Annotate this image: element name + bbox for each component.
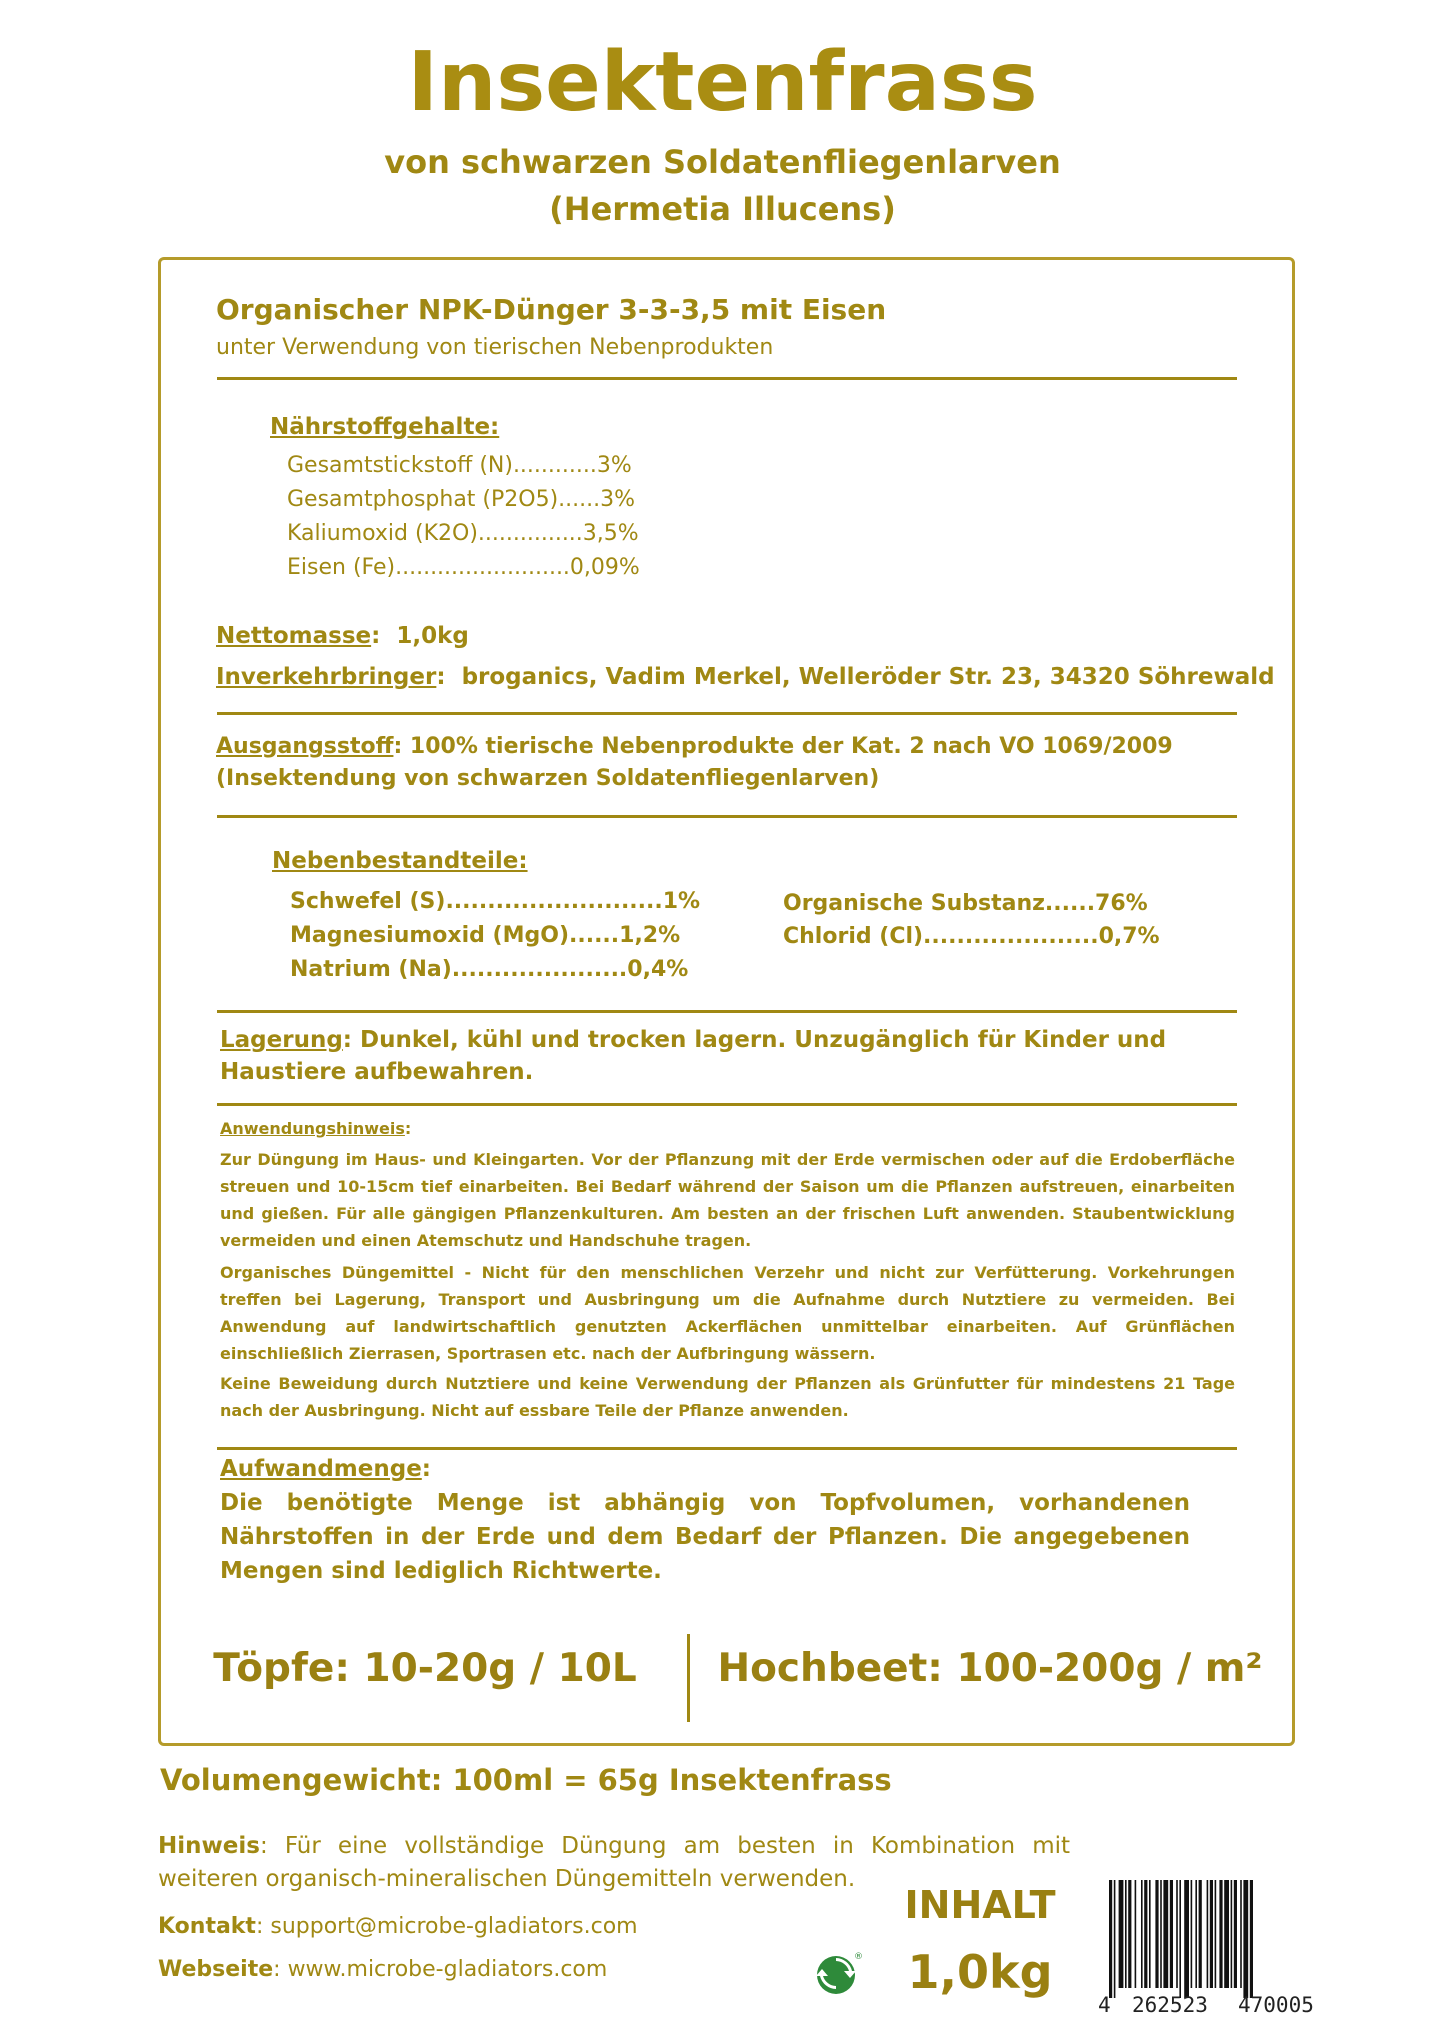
dosage-raised-bed: Hochbeet: 100-200g / m² — [717, 1646, 1263, 1691]
barcode-bar — [1224, 1880, 1229, 1988]
usage-paragraph-3: Keine Beweidung durch Nutztiere und keine Verwendung der Pflanzen als Grünfutter für mindestens 21 Tage nach der Ausbringung. Nicht auf essbare Teile der Pflanze anwenden. — [220, 1374, 1235, 1420]
secondary-magnesium: Magnesiumoxid (MgO)......1,2% — [290, 923, 681, 948]
secondary-chloride: Chlorid (Cl).....................0,7% — [783, 924, 1160, 949]
usage-paragraph-1: Zur Düngung im Haus- und Kleingarten. Vor der Pflanzung mit der Erde vermischen oder auf die Erdoberfläche streuen und 10-15cm tief einarbeiten. Bei Bedarf während der Saison um die Pflanzen aufstreuen, einarbeiten und gießen. Für alle gängigen Pflanzenkulturen. Am besten an der frischen Luft anwenden. Staubentwicklung vermeiden und einen Atemschutz und Handschuhe tragen. — [220, 1150, 1235, 1250]
barcode-digits-3: 470005 — [1238, 1993, 1314, 2017]
barcode-icon — [1107, 1880, 1333, 2000]
storage-value: Dunkel, kühl und trocken lagern. Unzugänglich für Kinder und Haustiere aufbewahren. — [220, 1027, 1167, 1085]
barcode-bar — [1231, 1880, 1233, 1988]
barcode-bar — [1170, 1880, 1173, 1988]
svg-text:®: ® — [854, 1952, 863, 1962]
note: Hinweis: Für eine vollständige Düngung am besten in Kombination mit weiteren organisch-mineralischen Düngemitteln verwenden. — [158, 1833, 1071, 1892]
distributor: Inverkehrbringer: broganics, Vadim Merkel, Welleröder Str. 23, 34320 Söhrewald — [216, 664, 1275, 690]
barcode-bar — [1149, 1880, 1151, 1988]
website-label: Webseite — [158, 1957, 274, 1982]
barcode-bar — [1125, 1880, 1127, 1988]
barcode-bar — [1219, 1880, 1222, 1988]
barcode-bar — [1195, 1880, 1197, 1988]
barcode-bar — [1179, 1880, 1181, 1998]
website: Webseite: www.microbe-gladiators.com — [158, 1957, 608, 1982]
barcode-bar — [1109, 1880, 1112, 1998]
dosage-pots: Töpfe: 10-20g / 10L — [213, 1646, 637, 1691]
content-label: INHALT — [904, 1883, 1056, 1927]
secondary-organic: Organische Substanz......76% — [783, 891, 1148, 916]
usage-heading: Anwendungshinweis: — [220, 1119, 412, 1138]
barcode-bar — [1199, 1880, 1202, 1988]
barcode-bar — [1176, 1880, 1178, 1988]
dosage-text: Die benötigte Menge ist abhängig von Topfvolumen, vorhandenen Nährstoffen in der Erde und dem Bedarf der Pflanzen. Die angegebenen Mengen sind lediglich Richtwerte. — [220, 1490, 1190, 1584]
barcode-bar — [1184, 1880, 1189, 1998]
divider — [217, 1010, 1237, 1013]
barcode-bar — [1155, 1880, 1158, 1988]
secondary-sulfur: Schwefel (S)..........................1% — [290, 889, 701, 914]
barcode-bar — [1234, 1880, 1237, 1988]
barcode-bar — [1207, 1880, 1209, 1988]
note-text: Für eine vollständige Düngung am besten in Kombination mit weiteren organisch-mineralischen Düngemitteln verwenden. — [158, 1833, 1071, 1892]
barcode-bar — [1144, 1880, 1147, 1988]
contact-email[interactable]: support@microbe-gladiators.com — [270, 1914, 638, 1939]
storage: Lagerung: Dunkel, kühl und trocken lagern. Unzugänglich für Kinder und Haustiere aufbewahren. — [220, 1027, 1167, 1085]
barcode-bar — [1128, 1880, 1131, 1988]
barcode-bar — [1243, 1880, 1248, 1998]
divider — [217, 1103, 1237, 1106]
nutrient-iron: Eisen (Fe).........................0,09% — [287, 555, 640, 580]
npk-subtitle: unter Verwendung von tierischen Nebenprodukten — [216, 335, 774, 360]
source-material: Ausgangsstoff: 100% tierische Nebenprodukte der Kat. 2 nach VO 1069/2009 (Insektendung von schwarzen Soldatenfliegenlarven) — [216, 734, 1173, 791]
divider — [217, 1447, 1237, 1450]
net-mass-label: Nettomasse — [216, 623, 372, 649]
nutrient-potassium: Kaliumoxid (K2O)...............3,5% — [287, 521, 639, 546]
contact: Kontakt: support@microbe-gladiators.com — [158, 1914, 638, 1939]
barcode-bar — [1163, 1880, 1168, 1988]
barcode-bar — [1119, 1880, 1124, 1988]
source-material-line2: (Insektendung von schwarzen Soldatenfliegenlarven) — [216, 766, 880, 791]
nutrient-phosphate: Gesamtphosphat (P2O5)......3% — [287, 487, 636, 512]
barcode-bar — [1141, 1880, 1143, 1988]
npk-title: Organischer NPK-Dünger 3-3-3,5 mit Eisen — [216, 293, 887, 326]
barcode-bar — [1210, 1880, 1213, 1988]
barcode-bar — [1135, 1880, 1137, 1988]
divider — [217, 712, 1237, 715]
divider — [217, 815, 1237, 818]
divider — [217, 377, 1237, 380]
secondary-sodium: Natrium (Na).....................0,4% — [290, 957, 689, 982]
barcode-bar — [1191, 1880, 1193, 1988]
green-dot-recycle-icon — [816, 1951, 863, 1995]
distributor-label: Inverkehrbringer — [216, 664, 437, 690]
secondary-heading: Nebenbestandteile: — [272, 848, 528, 874]
distributor-value: broganics, Vadim Merkel, Welleröder Str. 23, 34320 Söhrewald — [461, 664, 1275, 690]
source-material-label: Ausgangsstoff — [216, 734, 394, 759]
dosage-heading: Aufwandmenge: — [220, 1456, 431, 1482]
note-label: Hinweis — [158, 1833, 260, 1859]
nutrient-nitrogen: Gesamtstickstoff (N)............3% — [287, 453, 632, 478]
nutrients-heading: Nährstoffgehalte: — [270, 414, 500, 440]
storage-label: Lagerung — [220, 1027, 343, 1053]
subtitle-latin-name: (Hermetia Illucens) — [549, 190, 896, 228]
barcode-bar — [1114, 1880, 1116, 1998]
barcode-bar — [1215, 1880, 1217, 1988]
net-mass: Nettomasse: 1,0kg — [216, 623, 469, 649]
barcode-bar — [1160, 1880, 1162, 1988]
contact-label: Kontakt — [158, 1914, 256, 1939]
page-title: Insektenfrass — [407, 35, 1038, 130]
content-value: 1,0kg — [907, 1945, 1053, 1999]
barcode-digits-2: 262523 — [1132, 1993, 1208, 2017]
barcode-bar — [1240, 1880, 1242, 1988]
subtitle-species: von schwarzen Soldatenfliegenlarven — [384, 143, 1061, 181]
net-mass-value: 1,0kg — [396, 623, 469, 649]
barcode-bar — [1250, 1880, 1253, 1998]
website-link[interactable]: www.microbe-gladiators.com — [287, 1957, 608, 1982]
volume-weight: Volumengewicht: 100ml = 65g Insektenfrass — [160, 1763, 892, 1797]
barcode-digits-1: 4 — [1098, 1993, 1111, 2017]
source-material-value: 100% tierische Nebenprodukte der Kat. 2 nach VO 1069/2009 — [409, 734, 1173, 759]
usage-paragraph-2: Organisches Düngemittel - Nicht für den menschlichen Verzehr und nicht zur Verfütterung. Vorkehrungen treffen bei Lagerung, Transport und Ausbringung um die Aufnahme durch Nutztiere zu vermeiden. Bei Anwendung auf landwirtschaftlich genutzten Ackerflächen unmittelbar einarbeiten. Auf Grünflächen einschließlich Zierrasen, Sportrasen etc. nach der Aufbringung wässern. — [220, 1263, 1235, 1363]
